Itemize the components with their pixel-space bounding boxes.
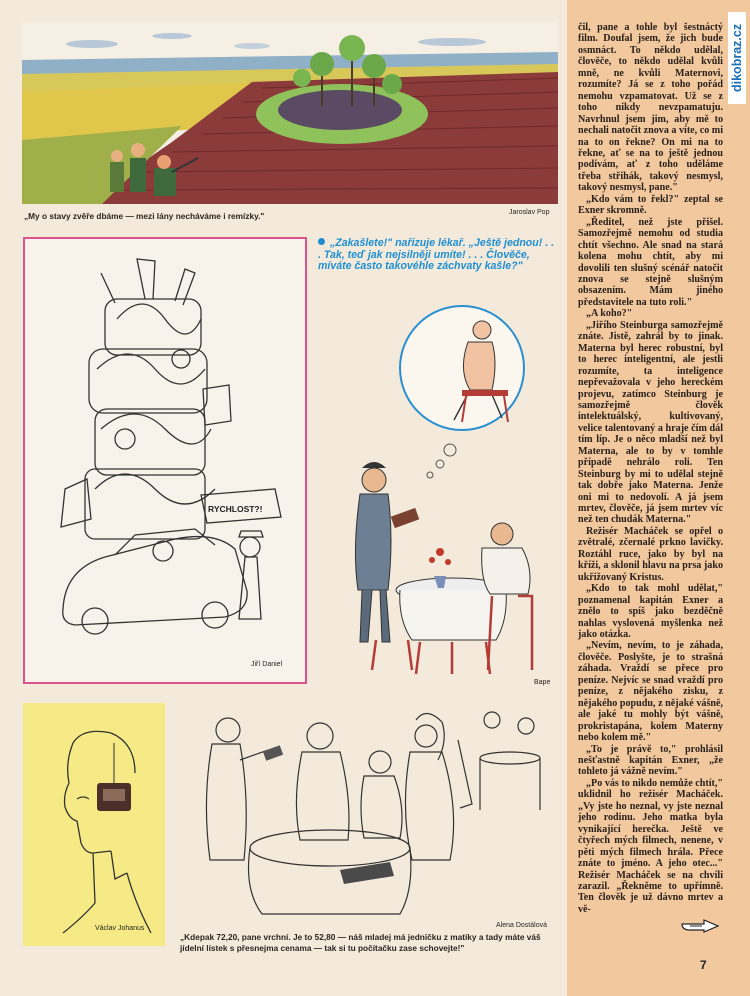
cafe-cartoon-caption: „Kdepak 72,20, pane vrchní. Je to 52,80 — náš mladej má jedničku z matiky a tady máte váš jídelní lístek s přesnejma cenama — tak si tu počítačku zase schovejte!" <box>180 932 541 953</box>
article-text <box>578 22 723 915</box>
field-cartoon-author: Jaroslav Pop <box>509 209 550 216</box>
doctor-cartoon-caption: „Zakašlete!" nařizuje lékař. „Ještě jednou! . . . Tak, teď jak nejsilněji umíte! . . . Člověče, míváte často takovéhle záchvaty kašle?" <box>318 237 555 273</box>
article-paragraph: „Po vás to nikdo nemůže chtít," uklidnil ho režisér Macháček. „Vy jste ho neznal, vy jste neznal jeho rodinu. Jeho matka byla vynikající herečka. Ještě ve čtyřech mých filmech, nenene, v pěti mých filmech hrála. Přece znáte to jméno. A jeho otec..." Režisér Macháček se na chvíli zarazil. „Řekněme to upřímně. Ten člověk je už dávno mrtev a vě- <box>578 777 723 915</box>
cafe-cartoon-author: Alena Dostálová <box>496 922 547 929</box>
yellow-cartoon-box <box>23 703 165 946</box>
cafe-cartoon-illustration <box>180 700 560 922</box>
article-paragraph: Režisér Macháček se opřel o zvětralé, zčernalé prkno lavičky. Roztáhl ruce, jako by byl na kříži, a sklonil hlavu na prsa jako ukřižovaný Kristus. <box>578 525 723 583</box>
article-paragraph: „Nevím, nevím, to je záhada, člověče. Poslyšte, je to strašná záhada. Vraždí se přece pro peníze. Nejvíc se snad vraždí pro peníze, z nějakého zisku, z nějakého popudu, z nějaké vášně, ale jaké tu mohly být vášně, prokristapána, kolem Materny nebo kolem mě." <box>578 640 723 744</box>
field-cartoon-illustration <box>22 22 558 204</box>
article-paragraph: „To je právě to," prohlásil nešťastně kapitán Exner, „že tohleto já vážně nevím." <box>578 743 723 778</box>
speed-sign-text: RYCHLOST?! <box>208 504 263 514</box>
article-paragraph: „Ředitel, než jste přišel. Samozřejmě nemohu od studia chtít všechno. Ale snad na stará kolena mohu chtít, aby mi dovolili ten slušný scénář natočit znova se stejně slušným obsazením. Mám jiného představitele na tuto roli." <box>578 216 723 308</box>
article-paragraph: „A koho?" <box>586 308 633 320</box>
car-cartoon-illustration <box>25 239 305 682</box>
watermark: dikobraz.cz <box>728 12 746 104</box>
field-cartoon-caption: „My o stavy zvěře dbáme — mezi lány necháváme i remízky." <box>24 211 265 221</box>
article-paragraph: čil, pane a tohle byl šestnáctý film. Doufal jsem, že jich bude osmnáct. To někdo udělal, člověče, to někdo udělal kvůli mně, ne kvůli Maternovi, rozumíte? Já se z toho pořád nemohu vzpamatovat. Už se z toho nikdy nevzpamatuju. Navrhnul jsem jim, aby mě to nechali natočit znova a víte, co mi na to on řekne? On mi na to řekne, ať se na to ještě jednou podívám, ať z toho uděláme třeba střihák, takový nesmysl, takový nesmysl, pane." <box>578 22 723 194</box>
article-paragraph: „Kdo to tak mohl udělat," poznamenal kapitán Exner a znělo to spíš jako bezděčně nahlas vyslovená myšlenka než jako otázka. <box>578 583 723 641</box>
bullet-icon <box>318 238 325 245</box>
doctor-cartoon-author: Bape <box>534 679 551 686</box>
car-cartoon-author: Jiří Daniel <box>251 661 283 668</box>
waiter-cartoon-illustration <box>332 290 562 680</box>
car-cartoon-frame <box>23 237 307 684</box>
page-number: 7 <box>700 958 707 972</box>
article-paragraph: „Jiřího Steinburga samozřejmě znáte. Jistě, zahrál by to jinak. Materna byl herec robustní, byl to herec inteligentní, ale jestli rozumíte, ta inteligence nepřevažovala v jeho hereckém projevu, zatímco Steinburg je samozřejmě člověk intelektuálský, kultivovaný, velice talentovaný a hraje čím dál tím líp. Je o něco mladší než byl Materna, ale to by v tomhle případě nehrálo roli. Ten Steinburg by mi to udělal stejně tak dobře jako Materna. Jenže oni mi to nedovolí. A já jsem mrtev, člověče, já jsem mrtev víc než ten chudák Materna." <box>578 319 723 526</box>
pointing-hand-icon <box>680 916 722 938</box>
yellow-cartoon-author: Václav Johanus <box>95 925 145 932</box>
article-paragraph: „Kdo vám to řekl?" zeptal se Exner skromně. <box>578 193 723 217</box>
phone-head-illustration <box>23 703 165 946</box>
